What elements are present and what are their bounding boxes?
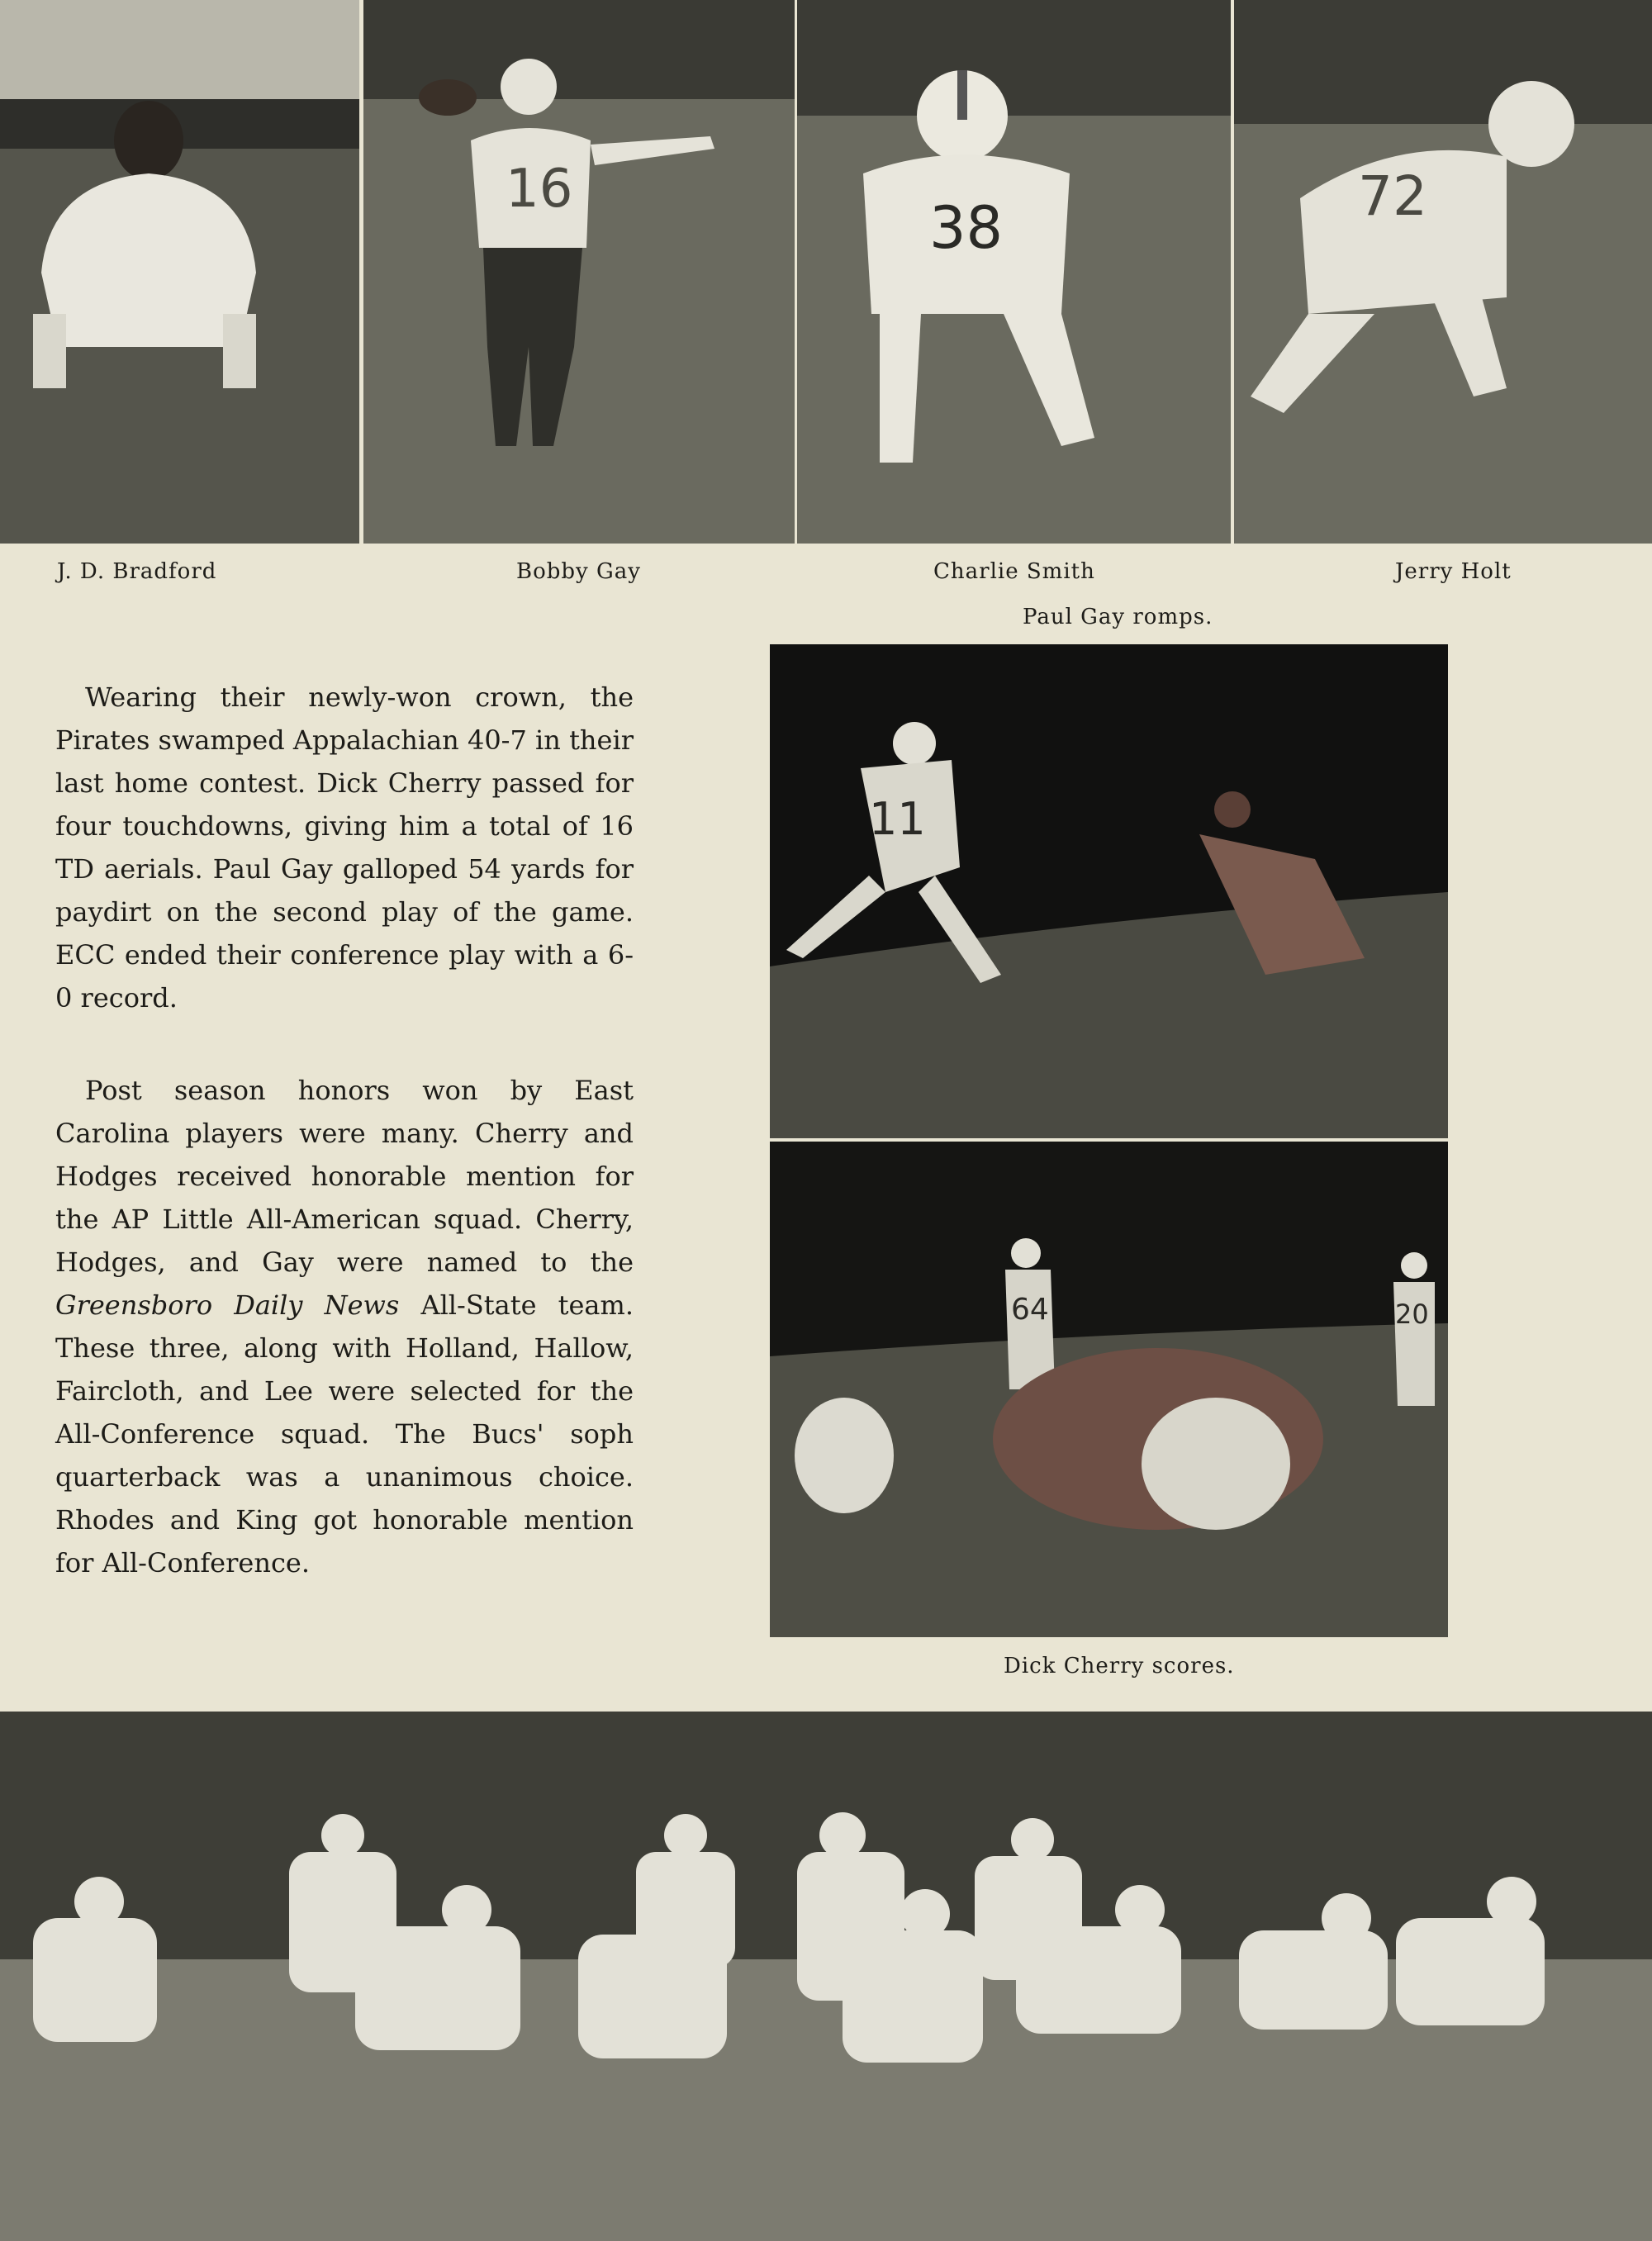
paragraph-2-part-1: Post season honors won by East Carolina players were many. Cherry and Hodges received honorable mention for the AP Little All-American squad. Cherry, Hodges, and Gay were named to the bbox=[55, 1075, 634, 1278]
caption-dick-cherry-scores: Dick Cherry scores. bbox=[1004, 1654, 1235, 1678]
photo-team-line bbox=[0, 1712, 1652, 2241]
jersey-number: 72 bbox=[1358, 164, 1427, 228]
paragraph-2 bbox=[55, 1069, 634, 1584]
caption-bobby-gay: Bobby Gay bbox=[516, 559, 641, 584]
caption-bradford: J. D. Bradford bbox=[57, 559, 217, 584]
photo-dick-cherry-scores bbox=[770, 1142, 1448, 1637]
jersey-number: 16 bbox=[506, 159, 573, 220]
photo-bobby-gay bbox=[363, 0, 795, 544]
jersey-number: 38 bbox=[929, 194, 1004, 262]
caption-charlie-smith: Charlie Smith bbox=[933, 559, 1095, 584]
photo-paul-gay-romps bbox=[770, 644, 1448, 1138]
jersey-number: 20 bbox=[1395, 1299, 1429, 1330]
paragraph-2-part-2: All-State team. These three, along with Holland, Hallow, Faircloth, and Lee were selected for the All-Conference squad. The Bucs' soph quarterback was a unanimous choice. Rhodes and King got honorable mention for All-Conference. bbox=[55, 1289, 634, 1579]
jersey-number: 64 bbox=[1011, 1293, 1049, 1327]
photo-jerry-holt bbox=[1234, 0, 1652, 544]
jersey-number: 11 bbox=[869, 793, 926, 845]
caption-jerry-holt: Jerry Holt bbox=[1395, 559, 1512, 584]
newspaper-name: Greensboro Daily News bbox=[55, 1289, 400, 1321]
photo-charlie-smith bbox=[797, 0, 1231, 544]
caption-paul-gay-romps: Paul Gay romps. bbox=[1023, 605, 1213, 629]
photo-bradford bbox=[0, 0, 359, 544]
paragraph-1: Wearing their newly-won crown, the Pirates swamped Appalachian 40-7 in their last home contest. Dick Cherry passed for four touchdowns, giving him a total of 16 TD aerials. Paul Gay galloped 54 yards for paydirt on the second play of the game. ECC ended their conference play with a 6-0 record. bbox=[55, 681, 634, 1014]
